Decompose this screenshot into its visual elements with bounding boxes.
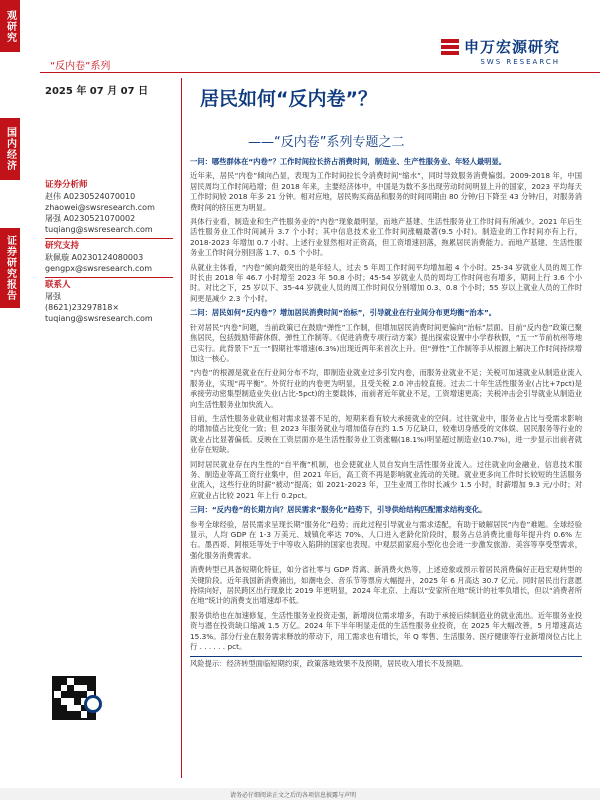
body-paragraph: 消费转型已具备短期化特征，如分省社零与 GDP 背离、新消费火热等，上述迹象或预示着居民消费偏好正趋宏观转型的关键阶段。近年我国新消费涌出，如潮电会、音乐节等票房大幅提升，2025 年 6 月高达 30.7 亿元。同时居民出行意愿持续向好，居民跨区出行现象比 2019 年更明显，2024 年北京、上海以“安家所在地”统计的社零负增长，但以“消费者所在地”统计的消费支出增速却不低。 [190, 565, 582, 606]
column-divider [181, 78, 182, 778]
body-paragraph: 同时居民就业存在内生性的“自平衡”机制，也会使就业人员自发向生活性服务业流入。过往就业向金融业、信息技术服务、制造业等高工资行业集中，但 2021 年后，高工资不再是影响就业流动的关键。就业更多向工作时长较短的生活服务业流入，这些行业的时薪“被动”提高；如 2021-2023 年，卫生业周工作时长减少 1.5 小时，时薪增加 9.3 元/小时；对应就业占比较 2021 年上行 0.2pct。 [190, 459, 582, 500]
contact-heading: 联系人 [45, 277, 173, 291]
qr-logo-icon [84, 695, 102, 713]
analyst-heading: 证券分析师 [45, 180, 88, 190]
side-tab-mid: 国内经济 [0, 118, 20, 180]
body-paragraph: 参考全球经验，居民需求呈现长期“服务化”趋势；而此过程引导就业与需求适配，有助于破解居民“内卷”难题。全球经验显示，人均 GDP 在 1-3 万美元、城镇化率达 70%、人口进入老龄化阶段时，服务占总消费比重每年提升约 0.6% 左右。墨西哥、阿根廷等处于中等收入陷阱的国家也表现。中观层面家庭小型化也会进一步激发旅游、美容等享受型需求，强化服务消费需求。 [190, 519, 582, 560]
body-paragraph: 具体行业看，制造业和生产性服务业的“内卷”现象最明显，而地产基建、生活性服务业工作时间有所减少。2021 年后生活性服务业工作时间减升 3.7 个小时；其中信息技术业工作时间涨幅最著(9.5 小时)。制造业的工作时间亦有上行，2018-2023 年增加 0.7 小时。上述行业显然相对正资高，但工资增速回落，拖累居民消费能力。而地产基建、生活性服务业工作时间分别回落 1.7、0.5 个小时。 [190, 217, 582, 258]
side-tab-low: 证券研究报告 [0, 228, 20, 308]
sws-logo [441, 36, 560, 66]
assistant-line[interactable]: gengpx@swsresearch.com [45, 264, 153, 273]
logo-cn-text: 申万宏源研究 [463, 38, 560, 56]
question-heading: 三问：“反内卷”的长期方向？居民需求“服务化”趋势下，引导供给结构匹配需求结构变化。 [190, 505, 487, 515]
report-title: 居民如何“反内卷”？ [200, 88, 377, 110]
analyst-line: 屠强 A0230521070002 [45, 214, 136, 223]
assistant-line: 耿佩璇 A0230124080003 [45, 253, 144, 262]
body-paragraph: 服务供给也在加速修复，生活性服务业投资走强，新增岗位需求增多，有助于承接后续制造业的就业流出。近年服务业投资与潜在投资缺口缩减 1.5 万亿。2024 年下半年明显走低的生活性服务业投资，在 2025 年大幅改善，5 月增速高达 15.3%。部分行业在服务需求释放的带动下，用工需求也有增长，年 Q 零售、生活服务、医疗健康等行业新增岗位占比上行 . . . . . . pct。 [190, 610, 582, 652]
side-tab-top: 观研究 [0, 0, 20, 52]
logo-en-text: SWS RESEARCH [480, 58, 560, 66]
body-paragraph: 目前，生活性服务业就业相对需求显著不足的，短期来看有较大承接就业的空间。过往就业中，服务业占比与受需求影响的增加值占比变化一致；但 2023 年服务就业与增加值存在约 1.5 万亿缺口，较难切身感受的文体娱、居民服务等行业的就业占比显著偏低。反映在工资层面亦是生活性服务业工资涨幅(18.1%)明显超过制造业(10.7%)，进一步显示出前者就业存在短缺。 [190, 413, 582, 455]
side-strip [0, 0, 22, 800]
body-paragraph: 近年来，居民“内卷”倾向凸显，表现为工作时间拉长令消费时间“缩水”，同时导致服务消费偏弱。2009-2018 年，中国居民周均工作时间趋增；但 2018 年来，主要经济体中，中国是为数不多出现劳动时间明显上升的国家，2023 平均每天工作时间较 2018 年多 21 分钟。相对应地，居民购买商品和服务的时间同期由 80 分钟/日下降至 43 分钟/日，对服务消费时间的挤压更为明显。 [190, 171, 582, 212]
contact-line: 屠强 [45, 292, 61, 301]
report-date: 2025 年 07 月 07 日 [45, 86, 149, 97]
report-subtitle: ——“反内卷”系列专题之二 [248, 135, 405, 150]
analyst-line: 赵伟 A0230524070010 [45, 192, 136, 201]
top-rule [40, 72, 600, 73]
report-body [190, 155, 582, 674]
series-label: “反内卷”系列 [50, 61, 111, 72]
logo-cn-row [441, 36, 560, 57]
contact-line: (8621)23297818× [45, 303, 120, 312]
body-paragraph: 从就业主体看，“内卷”倾向最突出的是年轻人，过去 5 年周工作时间平均增加超 4 个小时。25-34 岁就业人员的周工作时长由 2018 年 46.7 小时增至 2023 年 50.8 小时；45-54 岁就业人员的周均工作时间也有增多，期间上行 3.6 个小时。对比之下，25 岁以下、35-44 岁就业人员的周工作时间仅分别增加 0.3、0.8 个小时；55 岁以上就业人员的工作时间更是减少 2.3 个小时。 [190, 262, 582, 303]
risk-warning: 风险提示：经济转型面临短期约束，政策落地效果不及预期，居民收入增长不及预期。 [190, 656, 582, 669]
contact-line[interactable]: tuqiang@swsresearch.com [45, 314, 153, 323]
question-heading: 二问：居民如何“反内卷”？增加居民消费时间“治标”，引导就业在行业间分布更均衡“治本”。 [190, 308, 497, 318]
body-paragraph: 针对居民“内卷”问题，当前政策已在鼓励“弹性”工作制，但增加居民消费时间更偏向“治标”层面。目前“反内卷”政策已聚焦居民，包括鼓励带薪休假、弹性工作制等。《促进消费专项行动方案》提出探索设置中小学春秋假，“五一”节前杭州等地已实行。此背景下“五一”假期社零增速(6.3%)出现近两年来首次上升。但“弹性”工作制等手从根源上解决工作时间持续增加这一核心。 [190, 322, 582, 363]
logo-mark-icon [441, 39, 459, 55]
analyst-line[interactable]: tuqiang@swsresearch.com [45, 225, 153, 234]
assistant-heading: 研究支持 [45, 238, 173, 252]
footer-disclaimer: 请务必仔细阅读正文之后的各项信息披露与声明 [230, 792, 357, 799]
contact-column [45, 180, 173, 324]
question-heading: 一问：哪些群体在“内卷”？工作时间拉长挤占消费时间，制造业、生产性服务业、年轻人最明显。 [190, 157, 507, 166]
body-paragraph: “内卷”的根源是就业在行业间分布不均，即制造业就业过多引发内卷，而服务业就业不足；关税可加速就业从制造业流入服务业，实现“再平衡”。外贸行业的内卷更为明显，且受关税 2.0 冲击较直接。过去二十年生活性服务业(占比+7pct)是承接劳动密集型制造业失业(占比-5pct)的主要载体，而前者近年就业不足，工资增速更高；关税冲击会引导就业从制造业向生活性服务业加快流入。 [190, 368, 582, 409]
analyst-line[interactable]: zhaowei@swsresearch.com [45, 203, 155, 212]
